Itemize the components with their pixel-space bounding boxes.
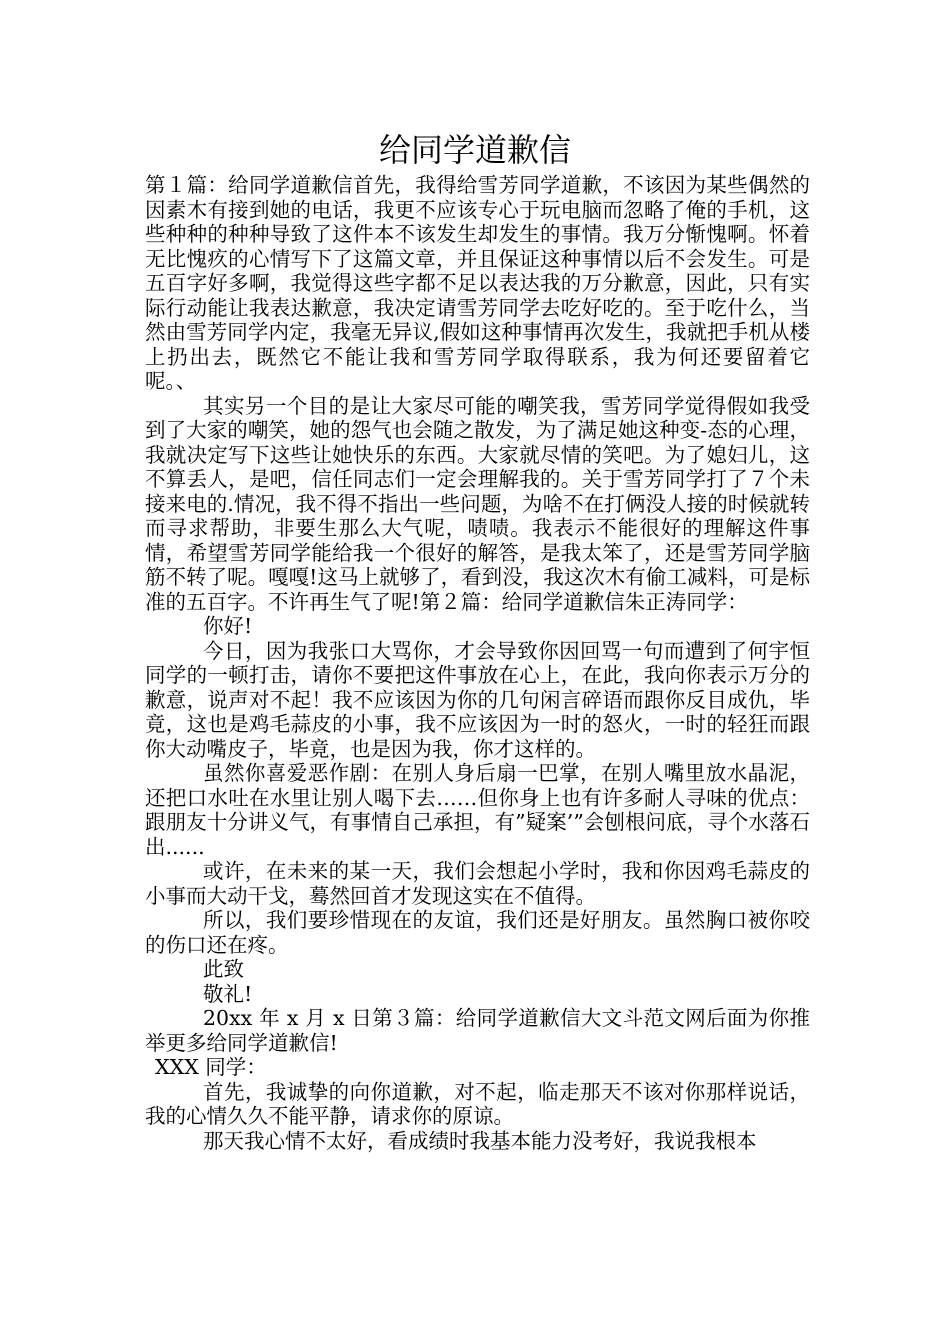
document-body	[145, 173, 810, 1153]
paragraph-1: 第１篇：给同学道歉信首先，我得给雪芳同学道歉，不该因为某些偶然的因素木有接到她的电话，我更不应该专心于玩电脑而忽略了俺的手机，这些种种的种种导致了这件本不该发生却发生的事情。我万分惭愧啊。怀着无比愧疚的心情写下了这篇文章，并且保证这种事情以后不会发生。可是五百字好多啊，我觉得这些字都不足以表达我的万分歉意，因此，只有实际行动能让我表达歉意，我决定请雪芳同学去吃好吃的。至于吃什么，当然由雪芳同学内定，我毫无异议,假如这种事情再次发生，我就把手机从楼上扔出去，既然它不能让我和雪芳同学取得联系，我为何还要留着它呢。、	[145, 173, 810, 393]
closing-jingli: 敬礼!	[203, 981, 253, 1006]
paragraph-6: 所以，我们要珍惜现在的友谊，我们还是好朋友。虽然胸口被你咬的伤口还在疼。	[145, 908, 810, 957]
paragraph-8: 那天我心情不太好，看成绩时我基本能力没考好，我说我根本	[203, 1128, 757, 1153]
paragraph-3: 今日，因为我张口大骂你，才会导致你因回骂一句而遭到了何宇恒同学的一顿打击，请你不要把这件事放在心上，在此，我向你表示万分的歉意，说声对不起！我不应该因为你的几句闲言碎语而跟你反目成仇，毕竟，这也是鸡毛蒜皮的小事，我不应该因为一时的怒火，一时的轻狂而跟你大动嘴皮子，毕竟，也是因为我，你才这样的。	[145, 638, 810, 761]
paragraph-2: 其实另一个目的是让大家尽可能的嘲笑我，雪芳同学觉得假如我受到了大家的嘲笑，她的怨气也会随之散发，为了满足她这种变-态的心理，我就决定写下这些让她快乐的东西。大家就尽情的笑吧。为了媳妇儿，这不算丢人，是吧，信任同志们一定会理解我的。关于雪芳同学打了７个未接来电的.情况，我不得不指出一些问题，为啥不在打俩没人接的时候就转而寻求帮助，非要生那么大气呢，啧啧。我表示不能很好的理解这件事情，希望雪芳同学能给我一个很好的解答，是我太笨了，还是雪芳同学脑筋不转了呢。嘎嘎!这马上就够了，看到没，我这次木有偷工减料，可是标准的五百字。不许再生气了呢!第２篇：给同学道歉信朱正涛同学：	[145, 393, 810, 614]
paragraph-5: 或许，在未来的某一天，我们会想起小学时，我和你因鸡毛蒜皮的小事而大动干戈，蓦然回首才发现这实在不值得。	[145, 859, 810, 908]
greeting: 你好!	[203, 614, 253, 638]
document-title: 给同学道歉信	[378, 131, 571, 169]
paragraph-4: 虽然你喜爱恶作剧：在别人身后扇一巴掌，在别人嘴里放水晶泥，还把口水吐在水里让别人喝下去……但你身上也有许多耐人寻味的优点：跟朋友十分讲义气，有事情自己承担，有”疑案’”会刨根问底，寻个水落石出......	[145, 761, 810, 859]
date-and-third-letter-intro: 20xx 年 x 月 x 日第３篇：给同学道歉信大文斗范文网后面为你推举更多给同学道歉信!	[145, 1006, 810, 1055]
paragraph-7: 首先，我诚挚的向你道歉，对不起，临走那天不该对你那样说话，我的心情久久不能平静，请求你的原谅。	[145, 1079, 810, 1128]
closing-cizhi: 此致	[203, 957, 244, 981]
salutation: XXX 同学：	[155, 1055, 267, 1079]
